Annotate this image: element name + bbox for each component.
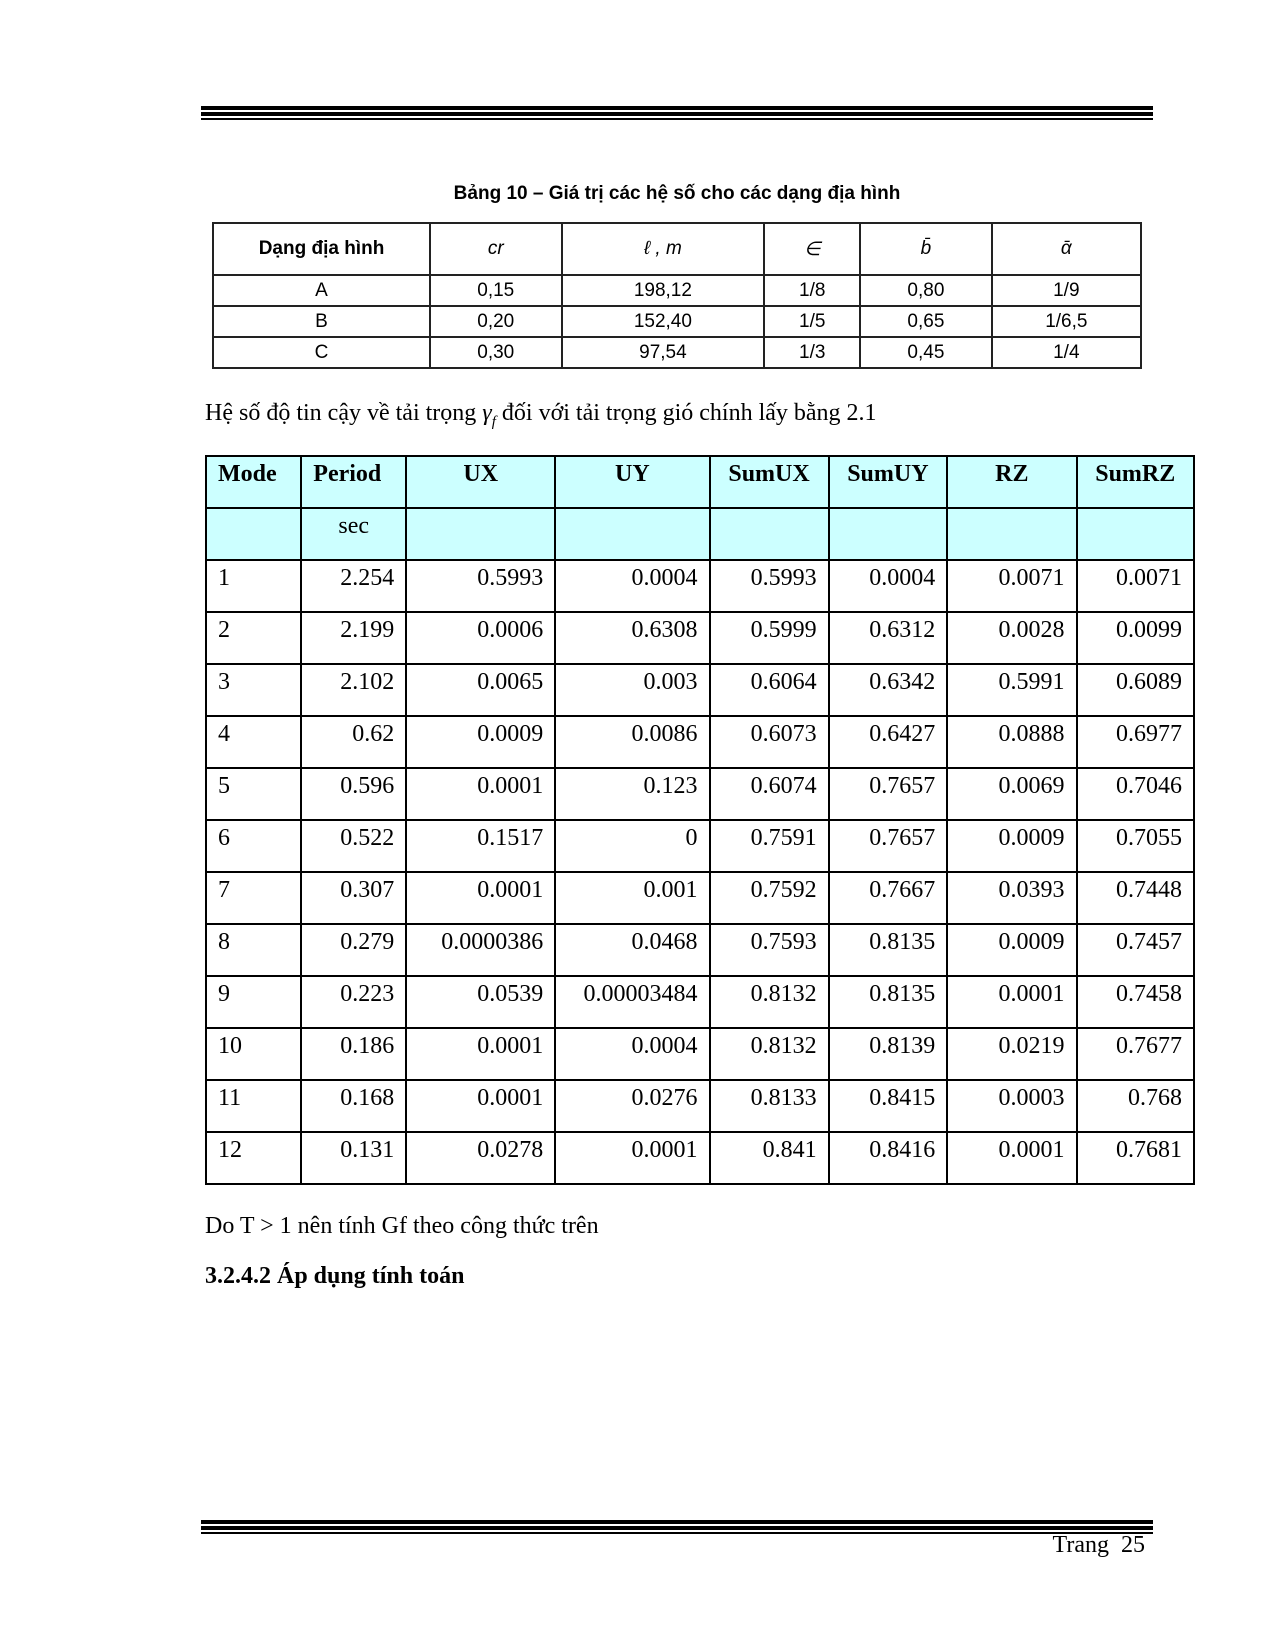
value-cell: 0.0071 (1077, 560, 1195, 612)
value-cell: 0.0001 (406, 872, 555, 924)
table2-row (206, 820, 1194, 872)
value-cell: 0.0003 (947, 1080, 1076, 1132)
value-cell: 0.223 (301, 976, 406, 1028)
value-cell: 0.307 (301, 872, 406, 924)
mode-cell: 12 (206, 1132, 301, 1184)
value-cell: 0.0065 (406, 664, 555, 716)
value-cell: 0.0071 (947, 560, 1076, 612)
value-cell: 0.522 (301, 820, 406, 872)
table2-unit-cell (406, 508, 555, 560)
table2-unit-cell (710, 508, 829, 560)
table2-unit-cell (1077, 508, 1195, 560)
value-cell: 0.6308 (555, 612, 709, 664)
value-cell: 0.8139 (829, 1028, 948, 1080)
table2-row (206, 716, 1194, 768)
value-cell: 0.5993 (710, 560, 829, 612)
table1-cell: 0,45 (860, 337, 992, 368)
value-cell: 0.7448 (1077, 872, 1195, 924)
value-cell: 0.7592 (710, 872, 829, 924)
table2-row (206, 976, 1194, 1028)
value-cell: 0.7657 (829, 768, 948, 820)
value-cell: 0.7667 (829, 872, 948, 924)
table1-cell: B (213, 306, 430, 337)
para1-after: đối với tải trọng gió chính lấy bằng 2.1 (501, 400, 877, 426)
table2-row (206, 924, 1194, 976)
value-cell: 0.168 (301, 1080, 406, 1132)
table2-header-cell: Period (301, 456, 406, 508)
table1-header-cell: ℓ , m (562, 223, 765, 275)
value-cell: 0.001 (555, 872, 709, 924)
value-cell: 0.6064 (710, 664, 829, 716)
value-cell: 0.0888 (947, 716, 1076, 768)
value-cell: 0.0004 (555, 1028, 709, 1080)
value-cell: 0.186 (301, 1028, 406, 1080)
table2-unit-cell (555, 508, 709, 560)
value-cell: 0.0539 (406, 976, 555, 1028)
value-cell: 0.841 (710, 1132, 829, 1184)
value-cell: 0.8135 (829, 924, 948, 976)
mode-cell: 3 (206, 664, 301, 716)
modal-results-table (205, 455, 1195, 1185)
mode-cell: 4 (206, 716, 301, 768)
value-cell: 0.5993 (406, 560, 555, 612)
value-cell: 0.5991 (947, 664, 1076, 716)
value-cell: 0.0069 (947, 768, 1076, 820)
table2-unit-cell (947, 508, 1076, 560)
table2-row (206, 1028, 1194, 1080)
table2-row (206, 560, 1194, 612)
table1-header-cell: b̄ (860, 223, 992, 275)
value-cell: 0.6427 (829, 716, 948, 768)
table1-cell: 0,30 (430, 337, 562, 368)
table1-cell: C (213, 337, 430, 368)
value-cell: 2.102 (301, 664, 406, 716)
table1-cell: 0,65 (860, 306, 992, 337)
value-cell: 0.596 (301, 768, 406, 820)
value-cell: 0.7457 (1077, 924, 1195, 976)
gamma-symbol: $\gamma_f$ (482, 400, 496, 430)
value-cell: 0.6312 (829, 612, 948, 664)
table1-header-row (213, 223, 1141, 275)
value-cell: 0.0086 (555, 716, 709, 768)
value-cell: 0.0278 (406, 1132, 555, 1184)
table2-header-cell: UX (406, 456, 555, 508)
table2-unit-cell: sec (301, 508, 406, 560)
value-cell: 0.0009 (947, 924, 1076, 976)
table2-header-cell: RZ (947, 456, 1076, 508)
value-cell: 0.6342 (829, 664, 948, 716)
value-cell: 0.7046 (1077, 768, 1195, 820)
table1-cell: 198,12 (562, 275, 765, 306)
value-cell: 0.0001 (555, 1132, 709, 1184)
value-cell: 0.0001 (406, 1028, 555, 1080)
table1-header-cell: ∈ (764, 223, 860, 275)
value-cell: 0.7458 (1077, 976, 1195, 1028)
mode-cell: 5 (206, 768, 301, 820)
value-cell: 2.254 (301, 560, 406, 612)
value-cell: 0.0099 (1077, 612, 1195, 664)
table1-cell: 97,54 (562, 337, 765, 368)
table2-row (206, 768, 1194, 820)
value-cell: 0.0009 (406, 716, 555, 768)
value-cell: 0.8415 (829, 1080, 948, 1132)
value-cell: 0.279 (301, 924, 406, 976)
table1-cell: 0,15 (430, 275, 562, 306)
table2-header-cell: Mode (206, 456, 301, 508)
value-cell: 0.0001 (947, 976, 1076, 1028)
table1-cell: 1/5 (764, 306, 860, 337)
value-cell: 0.6073 (710, 716, 829, 768)
value-cell: 0.6089 (1077, 664, 1195, 716)
table1-cell: 1/6,5 (992, 306, 1141, 337)
load-factor-paragraph (205, 400, 877, 431)
value-cell: 0.7681 (1077, 1132, 1195, 1184)
header-rule (201, 106, 1153, 122)
value-cell: 0.8132 (710, 976, 829, 1028)
value-cell: 0.7591 (710, 820, 829, 872)
table1-row (213, 306, 1141, 337)
value-cell: 0.5999 (710, 612, 829, 664)
value-cell: 0.6977 (1077, 716, 1195, 768)
table2-units-row (206, 508, 1194, 560)
value-cell: 0.0028 (947, 612, 1076, 664)
period-note-paragraph: Do T > 1 nên tính Gf theo công thức trên (205, 1213, 599, 1239)
mode-cell: 10 (206, 1028, 301, 1080)
value-cell: 0.8135 (829, 976, 948, 1028)
table2-header-row (206, 456, 1194, 508)
value-cell: 0.0004 (829, 560, 948, 612)
mode-cell: 11 (206, 1080, 301, 1132)
value-cell: 0.0276 (555, 1080, 709, 1132)
table1-cell: 1/9 (992, 275, 1141, 306)
table1-cell: 1/8 (764, 275, 860, 306)
table1-cell: 0,80 (860, 275, 992, 306)
value-cell: 0.768 (1077, 1080, 1195, 1132)
table2-unit-cell (829, 508, 948, 560)
value-cell: 0.8416 (829, 1132, 948, 1184)
value-cell: 0.7593 (710, 924, 829, 976)
value-cell: 0 (555, 820, 709, 872)
value-cell: 0.6074 (710, 768, 829, 820)
table1-caption: Bảng 10 – Giá trị các hệ số cho các dạng địa hình (453, 183, 901, 204)
table1-cell: A (213, 275, 430, 306)
value-cell: 0.0000386 (406, 924, 555, 976)
table2-header-cell: SumUX (710, 456, 829, 508)
table1-cell: 1/3 (764, 337, 860, 368)
mode-cell: 2 (206, 612, 301, 664)
value-cell: 0.131 (301, 1132, 406, 1184)
value-cell: 0.7657 (829, 820, 948, 872)
mode-cell: 6 (206, 820, 301, 872)
value-cell: 0.7055 (1077, 820, 1195, 872)
table1-header-cell: ᾱ (992, 223, 1141, 275)
table2-header-cell: SumUY (829, 456, 948, 508)
para1-before: Hệ số độ tin cậy về tải trọng (205, 400, 477, 426)
mode-cell: 1 (206, 560, 301, 612)
table2-row (206, 872, 1194, 924)
table1-cell: 152,40 (562, 306, 765, 337)
table2-row (206, 1132, 1194, 1184)
table1-row (213, 275, 1141, 306)
value-cell: 0.8133 (710, 1080, 829, 1132)
value-cell: 0.0009 (947, 820, 1076, 872)
value-cell: 0.123 (555, 768, 709, 820)
value-cell: 0.0468 (555, 924, 709, 976)
value-cell: 0.0219 (947, 1028, 1076, 1080)
table2-unit-cell (206, 508, 301, 560)
footer-rule (201, 1520, 1153, 1536)
section-heading: 3.2.4.2 Áp dụng tính toán (205, 1263, 465, 1289)
table1-header-cell: cr (430, 223, 562, 275)
table1-cell: 0,20 (430, 306, 562, 337)
value-cell: 0.8132 (710, 1028, 829, 1080)
value-cell: 0.0001 (406, 768, 555, 820)
value-cell: 2.199 (301, 612, 406, 664)
value-cell: 0.0006 (406, 612, 555, 664)
value-cell: 0.0393 (947, 872, 1076, 924)
value-cell: 0.003 (555, 664, 709, 716)
value-cell: 0.0004 (555, 560, 709, 612)
value-cell: 0.7677 (1077, 1028, 1195, 1080)
table2-row (206, 612, 1194, 664)
page-number: Trang 25 (1052, 1532, 1145, 1558)
mode-cell: 7 (206, 872, 301, 924)
value-cell: 0.0001 (947, 1132, 1076, 1184)
table2-header-cell: SumRZ (1077, 456, 1195, 508)
table1-row (213, 337, 1141, 368)
value-cell: 0.0001 (406, 1080, 555, 1132)
table1-header-cell: Dạng địa hình (213, 223, 430, 275)
value-cell: 0.00003484 (555, 976, 709, 1028)
table2-header-cell: UY (555, 456, 709, 508)
terrain-coefficients-table (212, 222, 1142, 369)
value-cell: 0.1517 (406, 820, 555, 872)
table2-row (206, 1080, 1194, 1132)
mode-cell: 9 (206, 976, 301, 1028)
value-cell: 0.62 (301, 716, 406, 768)
table2-row (206, 664, 1194, 716)
table1-cell: 1/4 (992, 337, 1141, 368)
mode-cell: 8 (206, 924, 301, 976)
